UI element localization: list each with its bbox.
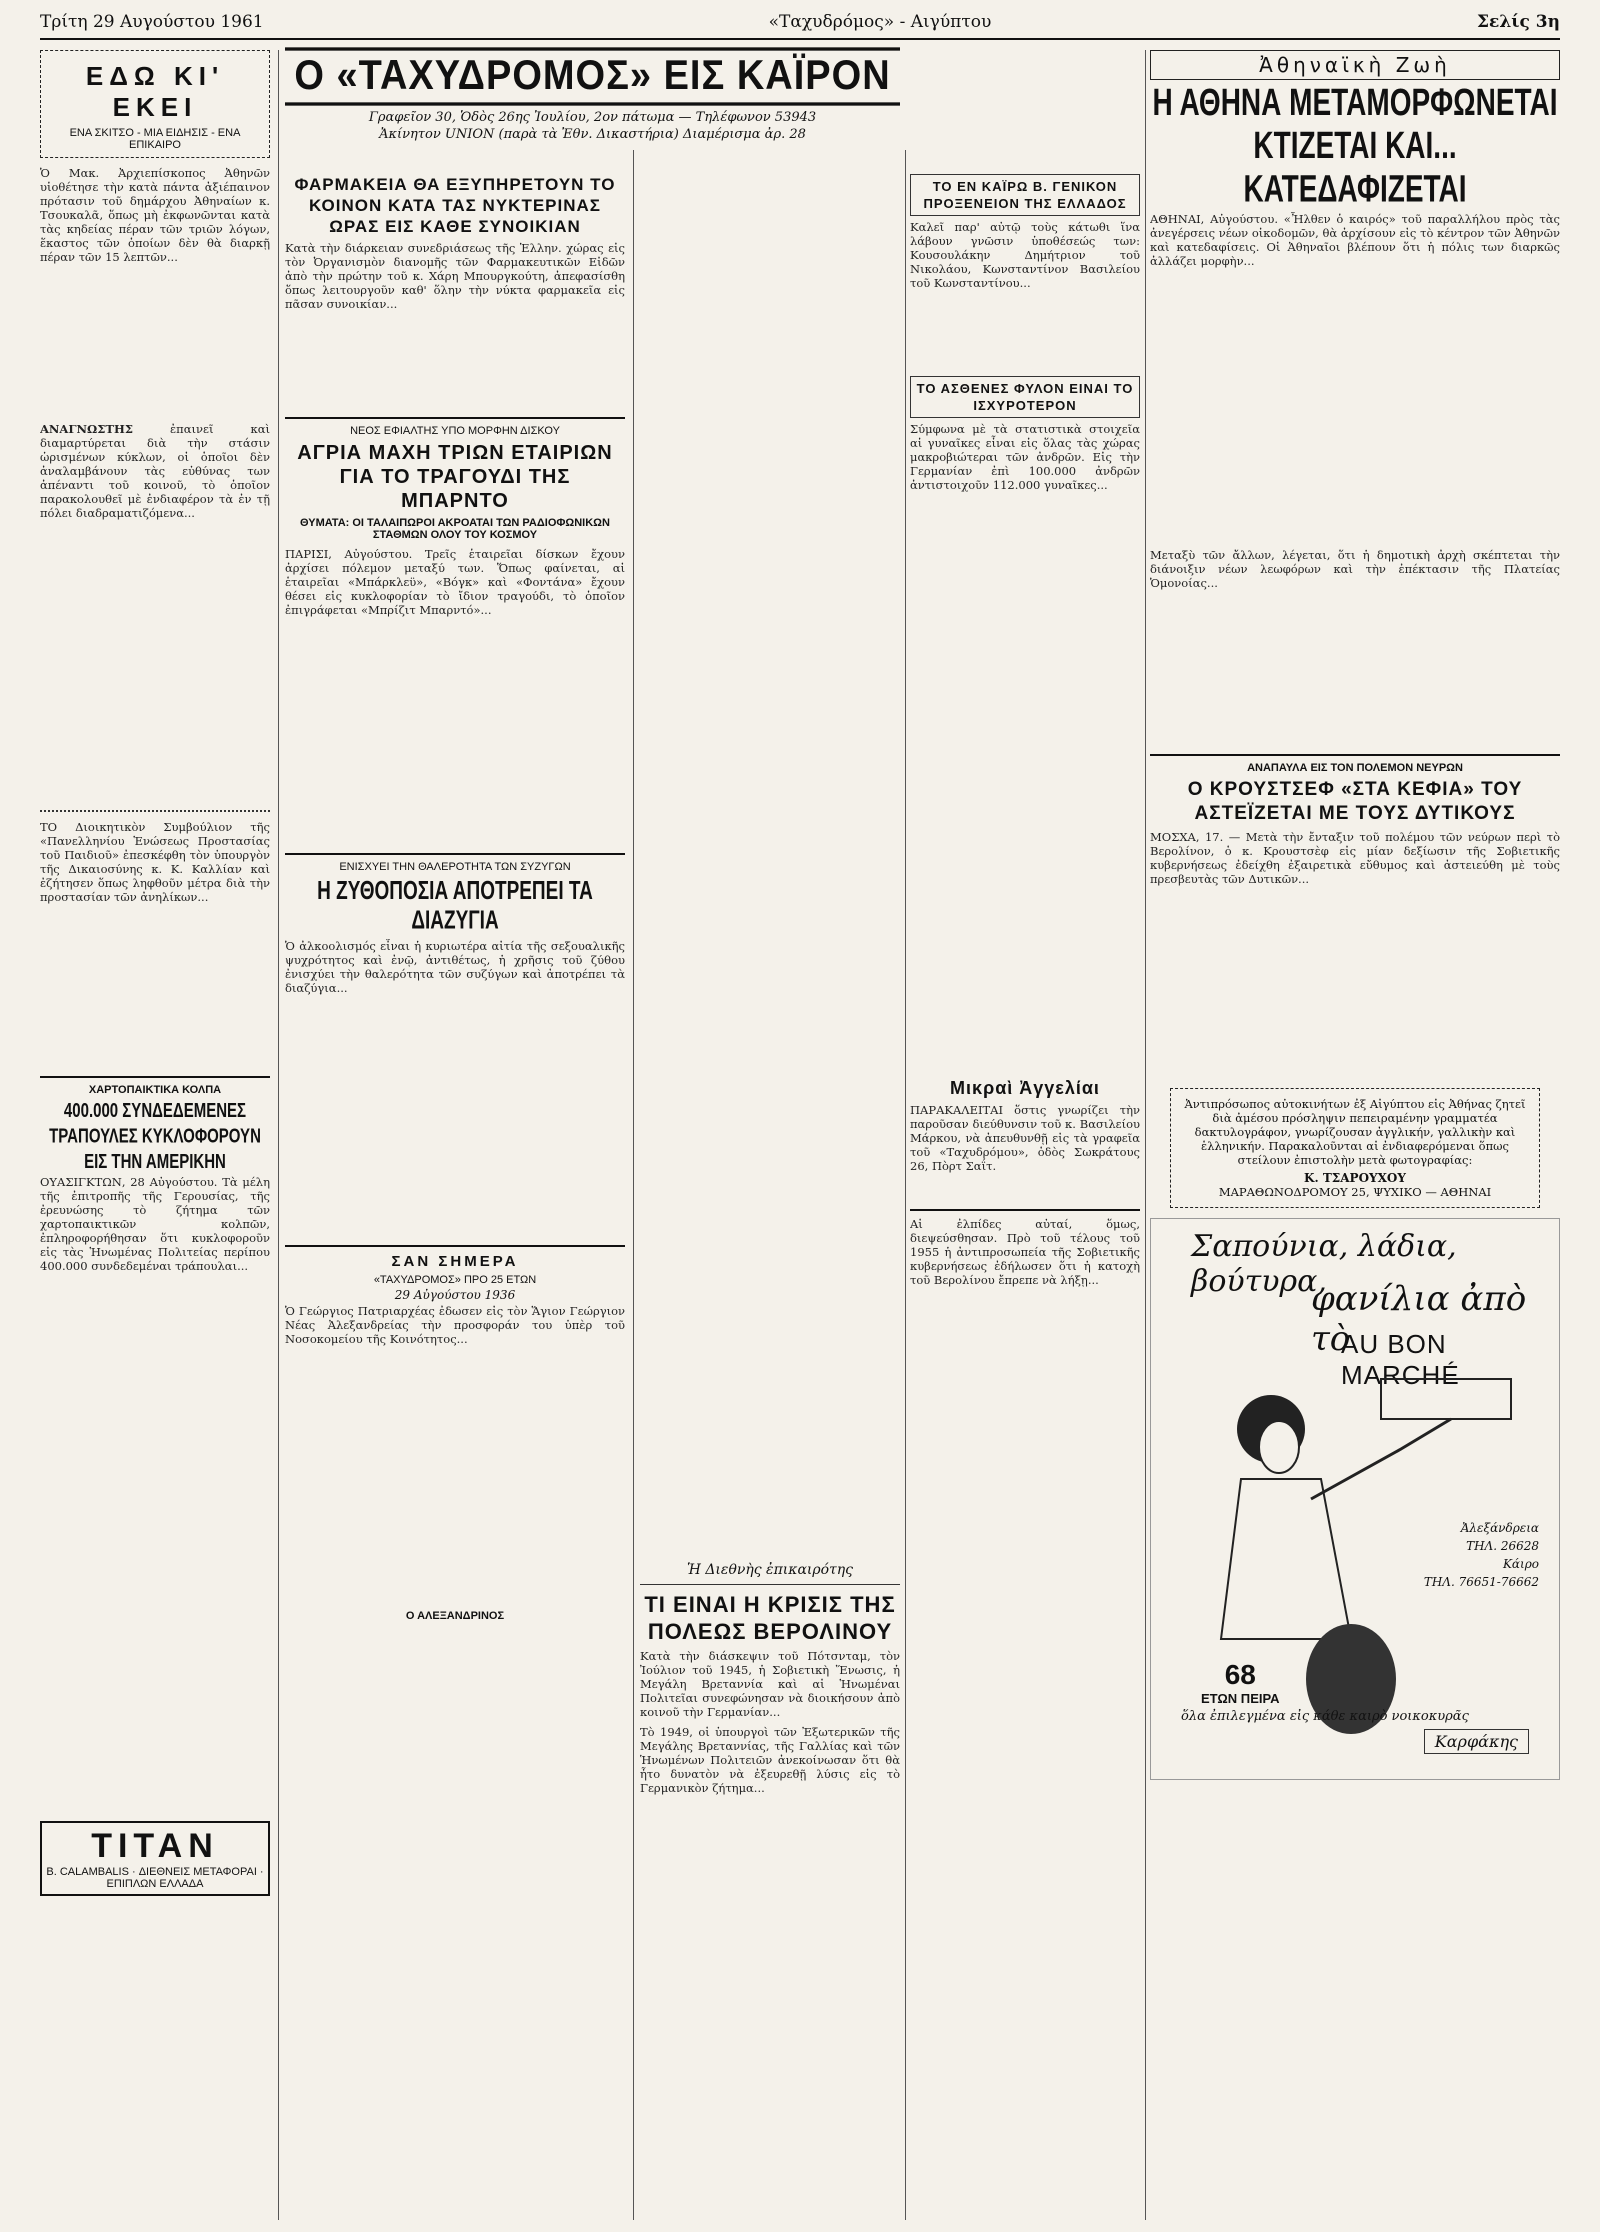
classified-ad-box xyxy=(1170,1088,1540,1208)
column-2 xyxy=(285,170,625,2210)
titan-ad xyxy=(40,1821,270,1896)
article-text: ΜΟΣΧΑ, 17. — Μετὰ τὴν ἔνταξιν τοῦ πολέμου τῶν νεύρων περὶ τὸ Βερολίνον, ὁ κ. Κρουστσὲφ εἰς μίαν δεξίωσιν τῆς Σοβιετικῆς κυβερνήσεως ἐδείχθη ἐξαιρετικὰ εὔθυμος καὶ ἀστειεύθη μὲ τοὺς πρεσβευτὰς τῶν Δυτικῶν... xyxy=(1150,830,1560,886)
article-headline: Η ΖΥΘΟΠΟΣΙΑ ΑΠΟΤΡΕΠΕΙ ΤΑ ΔΙΑΖΥΓΙΑ xyxy=(317,877,593,936)
article-text: Ὁ ἀλκοολισμός εἶναι ἡ κυριωτέρα αἰτία τῆς σεξουαλικῆς ψυχρότητος καὶ ἐνῷ, ἀντιθέτως, ἡ χρῆσις τοῦ ζύθου ἐνισχύει τὴν θαλερότητα τῶν συζύγων καὶ ἀποτρέπει τὰ διαζύγια... xyxy=(285,939,625,995)
ad-address: ΜΑΡΑΘΩΝΟΔΡΟΜΟΥ 25, ΨΥΧΙΚΟ — ΑΘΗΝΑΙ xyxy=(1218,1185,1492,1199)
article-kicker: ΕΝΙΣΧΥΕΙ ΤΗΝ ΘΑΛΕΡΟΤΗΤΑ ΤΩΝ ΣΥΖΥΓΩΝ xyxy=(339,861,571,873)
years-number: 68 xyxy=(1224,1659,1256,1690)
column-4 xyxy=(910,170,1140,2210)
article-text: ΑΘΗΝΑΙ, Αὐγούστου. «Ἦλθεν ὁ καιρός» τοῦ παραλλήλου πρὸς τὰς ἀνεγέρσεις νέων οἰκοδομῶν, θὰ ἀρχίσουν εἰς τὸ κέντρον τῶν Ἀθηνῶν καὶ κατεδαφίσεις. Οἱ Ἀθηναῖοι βλέπουν ὅτι ἡ πόλις των διαρκῶς ἀλλάζει μορφὴν... xyxy=(1150,212,1560,268)
ad-slogan: φανίλια ἀπὸ τὸ xyxy=(1311,1279,1527,1359)
article-headline: ΤΟ ΑΣΘΕΝΕΣ ΦΥΛΟΝ ΕΙΝΑΙ ΤΟ ΙΣΧΥΡΟΤΕΡΟΝ xyxy=(910,376,1140,418)
article-text: ΤΟ Διοικητικὸν Συμβούλιον τῆς «Πανελληνίου Ἑνώσεως Προστασίας τοῦ Παιδιοῦ» ἐπεσκέφθη τὸν ὑπουργὸν τῆς Δικαιοσύνης κ. Κ. Καλλίαν καὶ ἐζήτησεν ὅπως ληφθοῦν μέτρα διὰ τὴν προστασίαν τῶν ἀνηλίκων... xyxy=(40,820,270,904)
classifieds-title: Μικραὶ Ἀγγελίαι xyxy=(950,1078,1100,1098)
ad-address xyxy=(1424,1519,1539,1591)
article-headline: Η ΑΘΗΝΑ ΜΕΤΑΜΟΡΦΩΝΕΤΑΙ ΚΤΙΖΕΤΑΙ ΚΑΙ... ΚΑΤΕΔΑΦΙΖΕΤΑΙ xyxy=(1152,81,1558,210)
page-header xyxy=(40,10,1560,40)
article-text: Αἱ ἐλπίδες αὐταί, ὅμως, διεψεύσθησαν. Πρὸ τοῦ τέλους τοῦ 1955 ἡ ἀντιπροσωπεία τῆς Σοβιετικῆς κυβερνήσεως ἐδήλωσεν ὅτι ἡ κατοχὴ τοῦ Βερολίνου ἔπρεπε νὰ λήξῃ... xyxy=(910,1217,1140,1287)
article-body: ἐπαινεῖ καὶ διαμαρτύρεται διὰ τὴν στάσιν ὡρισμένων κύκλων, οἱ ὁποῖοι δὲν ἀναλαμβάνουν τὰς εὐθύνας των ἀπέναντι τοῦ κοινοῦ, τὸ ὁποῖον παρακολουθεῖ μὲ ἐνδιαφέρον τὰ ἐν τῇ πόλει διαδραματιζόμενα... xyxy=(40,422,270,520)
article-headline: ΤΟ ΕΝ ΚΑΪΡΩ Β. ΓΕΝΙΚΟΝ ΠΡΟΞΕΝΕΙΟΝ ΤΗΣ ΕΛΛΑΔΟΣ xyxy=(910,174,1140,216)
ad-text: B. CALAMBALIS · ΔΙΕΘΝΕΙΣ ΜΕΤΑΦΟΡΑΙ · ΕΠΙΠΛΩΝ ΕΛΛΑΔΑ xyxy=(46,1866,264,1890)
issue-date: Τρίτη 29 Αυγούστου 1961 xyxy=(40,12,264,32)
masthead xyxy=(285,50,900,143)
article-lead: ΑΝΑΓΝΩΣΤΗΣ xyxy=(40,422,133,436)
article-subheadline: ΘΥΜΑΤΑ: ΟΙ ΤΑΛΑΙΠΩΡΟΙ ΑΚΡΟΑΤΑΙ ΤΩΝ ΡΑΔΙΟΦΩΝΙΚΩΝ ΣΤΑΘΜΩΝ ΟΛΟΥ ΤΟΥ ΚΟΣΜΟΥ xyxy=(300,517,610,541)
separator xyxy=(285,853,625,855)
masthead-address: Ἀκίνητον UNION (παρὰ τὰ Ἐθν. Δικαστήρια) Διαμέρισμα ἀρ. 28 xyxy=(379,127,806,142)
paper-name: «Ταχυδρόμος» - Αιγύπτου xyxy=(768,12,992,32)
column-divider xyxy=(633,150,634,2220)
article-text: ΠΑΡΙΣΙ, Αὐγούστου. Τρεῖς ἑταιρεῖαι δίσκων ἔχουν ἀρχίσει πόλεμον μεταξύ των. Ὅπως φαίνεται, αἱ ἑταιρεῖαι «Μπάρκλεϋ», «Βόγκ» καὶ «Φοντάνα» ἔχουν θέσει εἰς κυκλοφορίαν τὸ ἴδιον τραγούδι, τὸ ὁποῖον ἐπιγράφεται «Μπρίζιτ Μπαρντό»... xyxy=(285,547,625,617)
ad-phone: ΤΗΛ. 76651-76662 xyxy=(1423,1575,1539,1589)
shelf-shape xyxy=(1381,1379,1511,1419)
article-headline: ΑΓΡΙΑ ΜΑΧΗ ΤΡΙΩΝ ΕΤΑΙΡΙΩΝ ΓΙΑ ΤΟ ΤΡΑΓΟΥΔΙ ΤΗΣ ΜΠΑΡΝΤΟ xyxy=(297,442,613,512)
article-text xyxy=(40,422,270,802)
separator xyxy=(285,1245,625,1247)
section-subtitle: ΕΝΑ ΣΚΙΤΣΟ - ΜΙΑ ΕΙΔΗΣΙΣ - ΕΝΑ ΕΠΙΚΑΙΡΟ xyxy=(69,127,241,151)
masthead-address: Γραφεῖον 30, Ὁδὸς 26ης Ἰουλίου, 2ον πάτωμα — Τηλέφωνον 53943 xyxy=(368,110,817,125)
column-1 xyxy=(40,50,270,2210)
ad-tagline: ὅλα ἐπιλεγμένα εἰς κάθε καιρὸ νοικοκυρᾶς xyxy=(1181,1709,1469,1724)
ad-signature: Κ. ΤΣΑΡΟΥΧΟΥ xyxy=(1304,1171,1406,1185)
section-kicker: Ἀθηναϊκὴ Ζωὴ xyxy=(1150,50,1560,80)
article-text: ΟΥΑΣΙΓΚΤΩΝ, 28 Αὐγούστου. Τὰ μέλη τῆς ἐπιτροπῆς τῆς Γερουσίας, τῆς ἐρευνώσης τὸ ζήτημα τῶν χαρτοπαικτικῶν κολπῶν, ἐπληροφορήθησαν ὅτι κυκλοφοροῦν εἰς τὰς Ἡνωμένας Πολιτείας περίπου 400.000 συνδεδεμέναι τράπουλαι... xyxy=(40,1175,270,1273)
ad-city: Ἀλεξάνδρεια xyxy=(1460,1521,1539,1535)
article-text: Τὸ 1949, οἱ ὑπουργοὶ τῶν Ἐξωτερικῶν τῆς Μεγάλης Βρεταννίας, τῆς Γαλλίας καὶ τῶν Ἡνωμένων Πολιτειῶν ἀνεκοίνωσαν ὅτι θὰ ἦτο δυνατὸν νὰ ἐξευρεθῇ λύσις εἰς τὸ Γερμανικὸν ζήτημα... xyxy=(640,1725,900,1795)
ad-brand: AU BON MARCHÉ xyxy=(1341,1329,1460,1390)
san-simera-subtitle: «ΤΑΧΥΔΡΟΜΟΣ» ΠΡΟ 25 ΕΤΩΝ xyxy=(373,1274,537,1286)
separator xyxy=(910,1209,1140,1211)
article-headline: ΤΙ ΕΙΝΑΙ Η ΚΡΙΣΙΣ ΤΗΣ ΠΟΛΕΩΣ ΒΕΡΟΛΙΝΟΥ xyxy=(644,1592,896,1644)
column-divider xyxy=(1145,50,1146,2220)
ad-brand: TITAN xyxy=(91,1827,219,1865)
ad-city: Κάιρο xyxy=(1502,1557,1539,1571)
face-shape xyxy=(1259,1421,1299,1473)
article-text: Μεταξὺ τῶν ἄλλων, λέγεται, ὅτι ἡ δημοτικὴ ἀρχὴ σκέπτεται τὴν διάνοιξιν νέων λεωφόρων καὶ τὴν ἐπέκτασιν τῆς Πλατείας Ὁμονοίας... xyxy=(1150,548,1560,590)
san-simera-title: ΣΑΝ ΣΗΜΕΡΑ xyxy=(391,1253,519,1270)
ad-signature: Καρφάκης xyxy=(1424,1729,1529,1754)
years-label: ΕΤΩΝ ΠΕΙΡΑ xyxy=(1201,1691,1280,1706)
ad-phone: ΤΗΛ. 26628 xyxy=(1466,1539,1539,1553)
article-text: Κατὰ τὴν διάρκειαν συνεδριάσεως τῆς Ἑλλην. χώρας εἰς τὸν Ὀργανισμὸν διανομῆς τῶν Φαρμακευτικῶν Εἰδῶν ἀπὸ τὴν πρώτην τοῦ κ. Χάρη Μπουργκούτη, ἀπεφασίσθη ὅπως λειτουργοῦν καθ' ὅλην τὴν νύκτα φαρμακεῖα εἰς πᾶσαν συνοικίαν... xyxy=(285,241,625,311)
article-text: Κατὰ τὴν διάσκεψιν τοῦ Πότσνταμ, τὸν Ἰούλιον τοῦ 1945, ἡ Σοβιετικὴ Ἕνωσις, ἡ Μεγάλη Βρεταννία καὶ αἱ Ἡνωμέναι Πολιτεῖαι συνεφώνησαν νὰ διοικήσουν ἀπὸ κοινοῦ τὴν Γερμανίαν... xyxy=(640,1649,900,1719)
edo-ki-ekei-box xyxy=(40,50,270,158)
article-headline: Ο ΚΡΟΥΣΤΣΕΦ «ΣΤΑ ΚΕΦΙΑ» ΤΟΥ ΑΣΤΕΪΖΕΤΑΙ ΜΕ ΤΟΥΣ ΔΥΤΙΚΟΥΣ xyxy=(1187,779,1523,824)
column-3 xyxy=(640,1560,900,2200)
section-label: Ἡ Διεθνὴς ἐπικαιρότης xyxy=(686,1562,854,1578)
san-simera-date: 29 Αὐγούστου 1936 xyxy=(394,1288,516,1302)
ad-text: Ἀντιπρόσωπος αὐτοκινήτων ἐξ Αἰγύπτου εἰς Ἀθήνας ζητεῖ διὰ ἀμέσου πρόσληψιν πεπειραμένην γραμματέα δακτυλογράφον, γνωρίζουσαν ἀγγλικήν, γαλλικὴν καὶ ἑλληνικήν. Παρακαλοῦνται αἱ ἐνδιαφερόμεναι ὅπως στείλουν ἐπιστολὴν μετὰ φωτογραφίας: xyxy=(1184,1097,1526,1167)
column-divider xyxy=(905,150,906,2220)
article-text: Σύμφωνα μὲ τὰ στατιστικὰ στοιχεῖα αἱ γυναῖκες εἶναι εἰς ὅλας τὰς χώρας μακροβιώτεραι τῶν ἀνδρῶν. Εἰς τὴν Γερμανίαν ἐπὶ 100.000 ἀνδρῶν ἀντιστοιχοῦν 112.000 γυναῖκες... xyxy=(910,422,1140,492)
column-divider xyxy=(278,50,279,2220)
article-kicker: ΝΕΟΣ ΕΦΙΑΛΤΗΣ ΥΠΟ ΜΟΡΦΗΝ ΔΙΣΚΟΥ xyxy=(350,425,560,437)
arm-shape xyxy=(1311,1419,1451,1499)
separator xyxy=(40,1076,270,1078)
column-5 xyxy=(1150,50,1560,2210)
newspaper-page xyxy=(40,10,1560,2210)
article-headline: 400.000 ΣΥΝΔΕΔΕΜΕΝΕΣ ΤΡΑΠΟΥΛΕΣ ΚΥΚΛΟΦΟΡΟΥΝ ΕΙΣ ΤΗΝ ΑΜΕΡΙΚΗΝ xyxy=(49,1099,261,1174)
article-text: Ὁ Γεώργιος Πατριαρχέας ἐδωσεν εἰς τὸν Ἅγιον Γεώργιον Νέας Ἀλεξανδρείας τὴν προσφοράν του ὑπὲρ τοῦ Νοσοκομείου τῆς Κοινότητος... xyxy=(285,1304,625,1346)
bon-marche-ad xyxy=(1150,1218,1560,1780)
article-kicker: ΧΑΡΤΟΠΑΙΚΤΙΚΑ ΚΟΛΠΑ xyxy=(88,1084,222,1096)
page-number: Σελίς 3η xyxy=(1477,12,1560,32)
separator xyxy=(40,810,270,812)
section-title: ΕΔΩ ΚΙ' ΕΚΕΙ xyxy=(85,61,225,122)
separator xyxy=(1150,754,1560,756)
ad-slogan: Σαπούνια, λάδια, βούτυρα, xyxy=(1191,1229,1457,1299)
article-text: Καλεῖ παρ' αὐτῷ τοὺς κάτωθι ἵνα λάβουν γνῶσιν ὑποθέσεώς των: Κουσουλάκην Δημήτριον τοῦ Νικολάου, Κωνσταντίνον Βασιλείου τοῦ Κωνσταντίνου... xyxy=(910,220,1140,290)
masthead-title: Ο «ΤΑΧΥΔΡΟΜΟΣ» ΕΙΣ ΚΑΪΡΟΝ xyxy=(285,47,900,105)
ad-years xyxy=(1201,1659,1280,1706)
article-headline: ΦΑΡΜΑΚΕΙΑ ΘΑ ΕΞΥΠΗΡΕΤΟΥΝ ΤΟ ΚΟΙΝΟΝ ΚΑΤΑ ΤΑΣ ΝΥΚΤΕΡΙΝΑΣ ΩΡΑΣ ΕΙΣ ΚΑΘΕ ΣΥΝΟΙΚΙΑΝ xyxy=(294,175,616,236)
separator xyxy=(640,1584,900,1585)
dress-shape xyxy=(1221,1479,1351,1639)
column-signature: Ο ΑΛΕΞΑΝΔΡΙΝΟΣ xyxy=(405,1610,505,1622)
article-text: Ὁ Μακ. Ἀρχιεπίσκοπος Ἀθηνῶν υἱοθέτησε τὴν κατὰ πάντα ἀξιέπαινον πρότασιν τοῦ δημάρχου Ἀθηναίων κ. Τσουκαλᾶ, ὅπως μὴ ἐκφωνῶνται κατὰ τὰς κηδείας πέραν τῶν τριῶν λόγων, ἕκαστος τῶν ὁποίων δὲν θὰ διαρκῇ πέραν τῶν 15 λεπτῶν... xyxy=(40,166,270,264)
separator xyxy=(285,417,625,419)
article-kicker: ΑΝΑΠΑΥΛΑ ΕΙΣ ΤΟΝ ΠΟΛΕΜΟΝ ΝΕΥΡΩΝ xyxy=(1247,762,1463,774)
classified-ad: ΠΑΡΑΚΑΛΕΙΤΑΙ ὅστις γνωρίζει τὴν παροῦσαν διεύθυνσιν τοῦ κ. Βασιλείου Μάρκου, νὰ ἀπευθυνθῇ εἰς τὰ γραφεῖα τοῦ «Ταχυδρόμου», ὁδὸς Σωκράτους 26, Πὸρτ Σαΐτ. xyxy=(910,1103,1140,1173)
